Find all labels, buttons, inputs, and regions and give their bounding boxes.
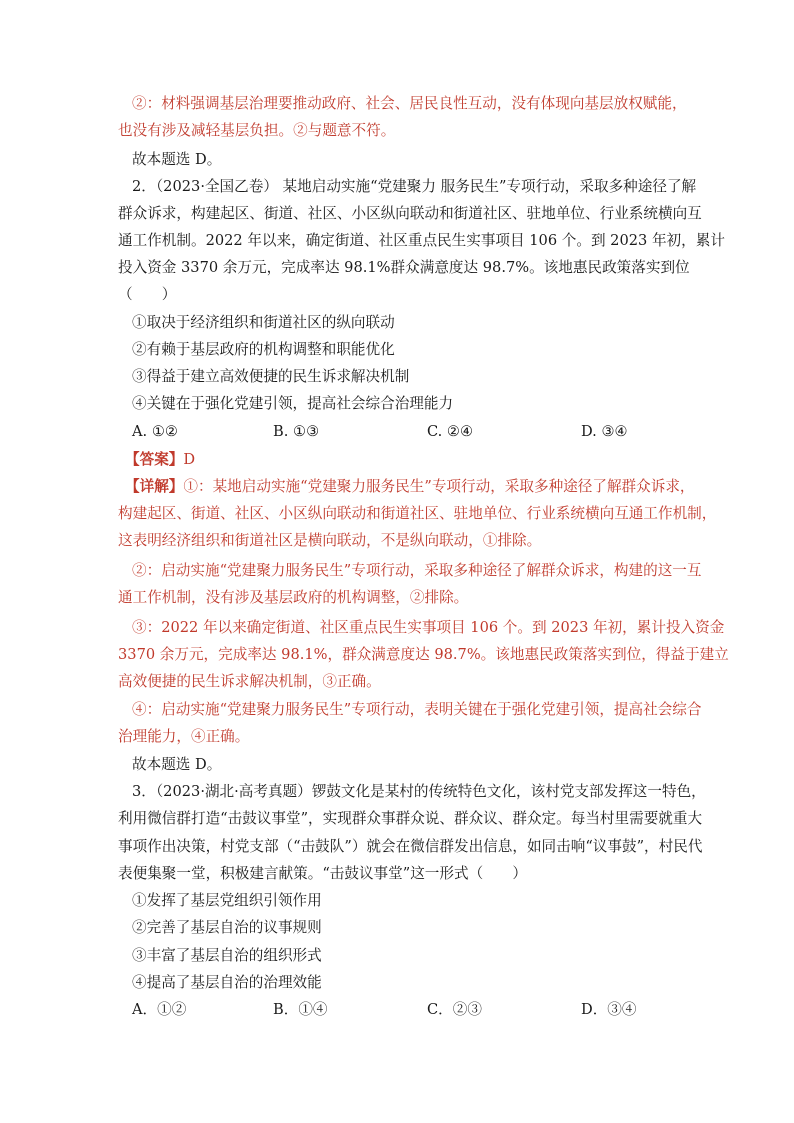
statement-item: ③丰富了基层自治的组织形式 xyxy=(132,947,322,964)
statement-item: ②有赖于基层政府的机构调整和职能优化 xyxy=(132,341,395,358)
detail-line: 高效便捷的民生诉求解决机制，③正确。 xyxy=(118,673,381,690)
question-stem: 通工作机制。2022 年以来，确定街道、社区重点民生实事项目 106 个。到 2023 年初，累计 xyxy=(118,232,725,249)
answer-label: 【答案】 xyxy=(125,451,184,468)
conclusion: 故本题选 D。 xyxy=(132,151,222,168)
question-stem: 利用微信群打造“击鼓议事堂”，实现群众事群众说、群众议、群众定。每当村里需要就重大 xyxy=(118,810,703,827)
choice-b: B．①④ xyxy=(273,1001,328,1018)
conclusion: 故本题选 D。 xyxy=(132,756,222,773)
question-stem: 表便集聚一堂，积极建言献策。“击鼓议事堂”这一形式（ ） xyxy=(118,865,527,882)
explanation-line: ②：材料强调基层治理要推动政府、社会、居民良性互动，没有体现向基层放权赋能， xyxy=(132,95,687,112)
answer-value: D xyxy=(183,451,196,468)
detail-line: 通工作机制，没有涉及基层政府的机构调整，②排除。 xyxy=(118,589,469,606)
question-stem: 3．（2023·湖北·高考真题）锣鼓文化是某村的传统特色文化，该村党支部发挥这一特色， xyxy=(132,783,706,800)
detail-line: 这表明经济组织和街道社区是横向联动，不是纵向联动，①排除。 xyxy=(118,532,542,549)
detail-label: 【详解】 xyxy=(125,478,184,495)
statement-item: ②完善了基层自治的议事规则 xyxy=(132,919,322,936)
question-stem: 2．（2023·全国乙卷） 某地启动实施“党建聚力 服务民生”专项行动，采取多种途径了解 xyxy=(132,178,697,195)
detail-text: ①：某地启动实施“党建聚力服务民生”专项行动，采取多种途径了解群众诉求， xyxy=(183,478,695,495)
detail-line: ③：2022 年以来确定街道、社区重点民生实事项目 106 个。到 2023 年初，累计投入资金 xyxy=(132,619,725,636)
statement-item: ③得益于建立高效便捷的民生诉求解决机制 xyxy=(132,368,410,385)
choice-d: D．③④ xyxy=(581,1001,637,1018)
answer-blank: （ ） xyxy=(118,286,177,303)
detail-line: 治理能力，④正确。 xyxy=(118,728,250,745)
statement-item: ④关键在于强化党建引领，提高社会综合治理能力 xyxy=(132,395,454,412)
detail-line: 3370 余万元，完成率达 98.1%，群众满意度达 98.7%。该地惠民政策落实到位，得益于建立 xyxy=(118,646,729,663)
statement-item: ①取决于经济组织和街道社区的纵向联动 xyxy=(132,314,395,331)
statement-item: ①发挥了基层党组织引领作用 xyxy=(132,892,322,909)
question-stem: 群众诉求，构建起区、街道、社区、小区纵向联动和街道社区、驻地单位、行业系统横向互 xyxy=(118,205,702,222)
choice-b: B. ①③ xyxy=(273,423,320,440)
explanation-line: 也没有涉及减轻基层负担。②与题意不符。 xyxy=(118,122,396,139)
statement-item: ④提高了基层自治的治理效能 xyxy=(132,974,322,991)
detail-line: ④：启动实施“党建聚力服务民生”专项行动，表明关键在于强化党建引领，提高社会综合 xyxy=(132,701,702,718)
answer-line xyxy=(125,450,195,470)
choice-d: D. ③④ xyxy=(581,423,628,440)
question-stem: 投入资金 3370 余万元，完成率达 98.1%群众满意度达 98.7%。该地惠民政策落实到位 xyxy=(118,259,690,276)
detail-line xyxy=(125,477,695,497)
detail-line: 构建起区、街道、社区、小区纵向联动和街道社区、驻地单位、行业系统横向互通工作机制， xyxy=(118,505,717,522)
choice-c: C．②③ xyxy=(427,1001,482,1018)
choice-a: A. ①② xyxy=(132,423,178,440)
choice-a: A．①② xyxy=(132,1001,187,1018)
detail-line: ②：启动实施“党建聚力服务民生”专项行动，采取多种途径了解群众诉求，构建的这一互 xyxy=(132,562,702,579)
question-stem: 事项作出决策，村党支部（“击鼓队”）就会在微信群发出信息，如同击响“议事鼓”，村民代 xyxy=(118,838,703,855)
choice-c: C. ②④ xyxy=(427,423,474,440)
